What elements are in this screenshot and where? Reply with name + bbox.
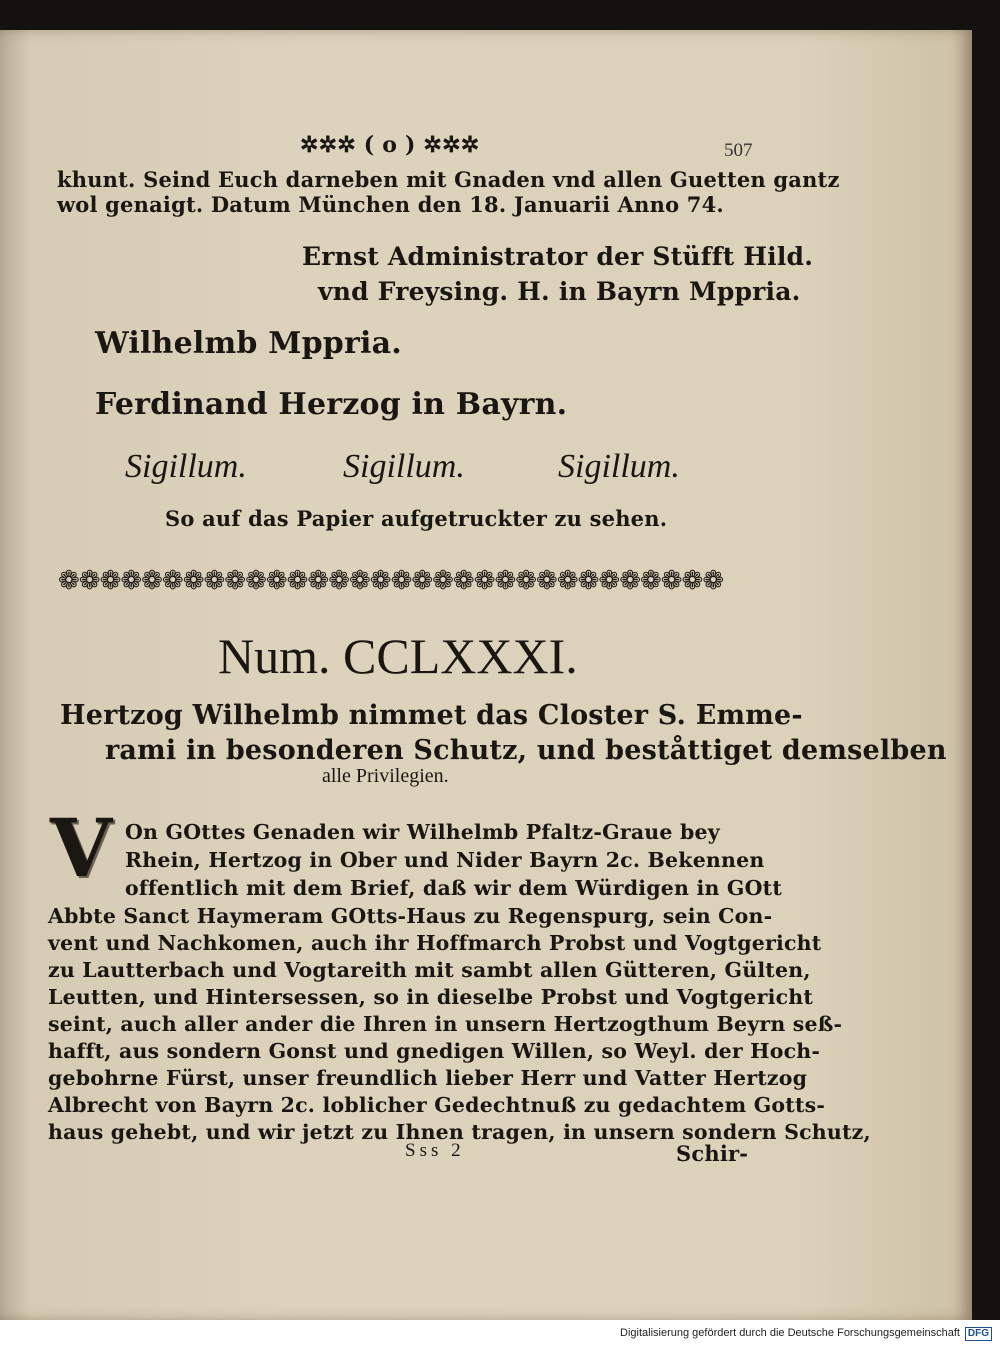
page-number: 507 xyxy=(724,140,753,161)
signature-mark: Sss 2 xyxy=(405,1140,465,1161)
text-line-2: wol genaigt. Datum München den 18. Januarii Anno 74. xyxy=(57,192,724,217)
body-line: seint, auch aller ander die Ihren in unsern Hertzogthum Beyrn seß- xyxy=(48,1012,843,1036)
sigillum-1: Sigillum. xyxy=(125,448,247,485)
number-heading: Num. CCLXXXI. xyxy=(218,628,578,684)
body-line: Albrecht von Bayrn 2c. loblicher Gedechtnuß zu gedachtem Gotts- xyxy=(48,1093,826,1117)
body-line: zu Lautterbach und Vogtareith mit sambt allen Gütteren, Gülten, xyxy=(48,958,811,982)
body-line: gebohrne Fürst, unser freundlich lieber Herr und Vatter Hertzog xyxy=(48,1066,808,1090)
seal-note: So auf das Papier aufgetruckter zu sehen. xyxy=(165,506,668,531)
body-line: On GOttes Genaden wir Wilhelmb Pfaltz-Graue bey xyxy=(125,820,720,844)
title-line-2: rami in besonderen Schutz, und beståttiget demselben xyxy=(105,735,947,766)
ornament-divider: ❁❁❁❁❁❁❁❁❁❁❁❁❁❁❁❁❁❁❁❁❁❁❁❁❁❁❁❁❁❁❁❁ xyxy=(58,566,724,596)
signature-ernst-line-2: vnd Freysing. H. in Bayrn Mppria. xyxy=(318,277,801,306)
sigillum-2: Sigillum. xyxy=(343,448,465,485)
dfg-logo: DFG xyxy=(965,1327,992,1341)
sigillum-3: Sigillum. xyxy=(558,448,680,485)
signature-wilhelmb: Wilhelmb Mppria. xyxy=(95,326,402,361)
body-line: offentlich mit dem Brief, daß wir dem Würdigen in GOtt xyxy=(125,876,782,900)
drop-cap: V xyxy=(50,801,113,895)
body-line: vent und Nachkomen, auch ihr Hoffmarch Probst und Vogtgericht xyxy=(48,931,822,955)
title-line-1: Hertzog Wilhelmb nimmet das Closter S. Emme- xyxy=(60,700,803,731)
body-line: Rhein, Hertzog in Ober und Nider Bayrn 2c. Bekennen xyxy=(125,848,765,872)
funding-credit: Digitalisierung gefördert durch die Deutsche Forschungsgemeinschaft xyxy=(620,1327,960,1339)
body-line: Leutten, und Hintersessen, so in dieselbe Probst und Vogtgericht xyxy=(48,985,814,1009)
signature-ferdinand: Ferdinand Herzog in Bayrn. xyxy=(95,387,568,422)
title-line-3: alle Privilegien. xyxy=(322,765,449,787)
body-line: haus gehebt, und wir jetzt zu Ihnen tragen, in unsern sondern Schutz, xyxy=(48,1120,871,1144)
signature-ernst-line-1: Ernst Administrator der Stüfft Hild. xyxy=(302,242,814,271)
text-line-1: khunt. Seind Euch darneben mit Gnaden vnd allen Guetten gantz xyxy=(57,167,840,192)
body-line: Abbte Sanct Haymeram GOtts-Haus zu Regenspurg, sein Con- xyxy=(48,904,773,928)
header-ornament: ✲✲✲ ( o ) ✲✲✲ xyxy=(300,132,480,158)
catchword: Schir- xyxy=(676,1141,749,1166)
body-line: hafft, aus sondern Gonst und gnedigen Willen, so Weyl. der Hoch- xyxy=(48,1039,821,1063)
